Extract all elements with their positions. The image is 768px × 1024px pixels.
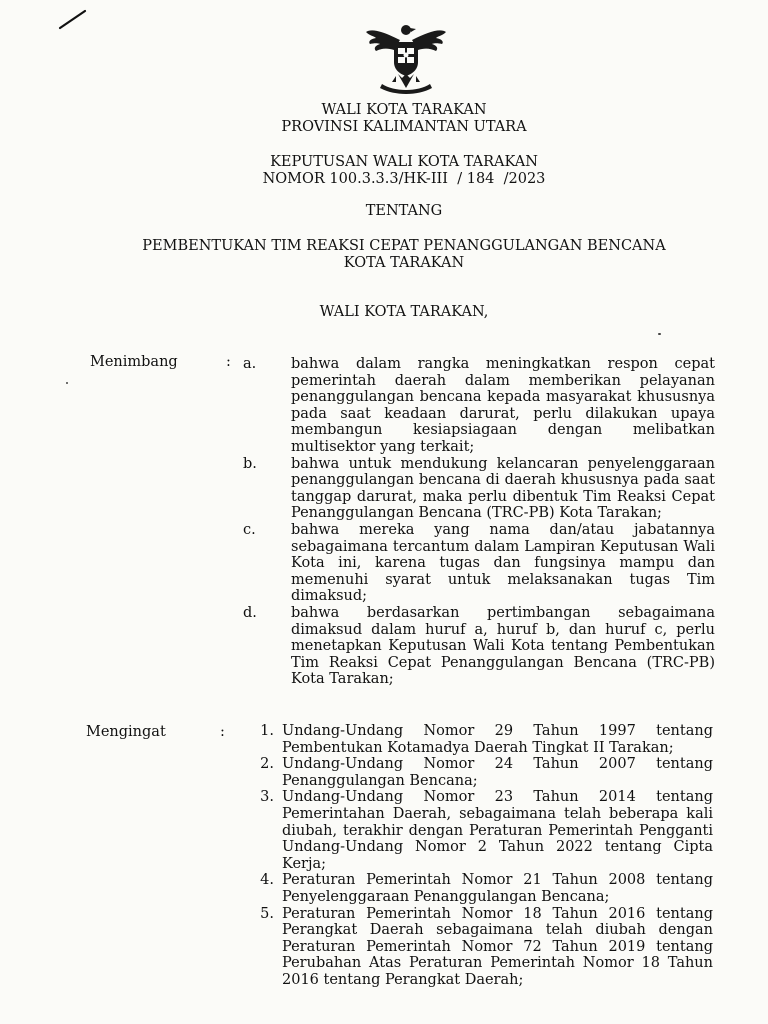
item-text: Peraturan Pemerintah Nomor 18 Tahun 2016 tentang Perangkat Daerah sebagaimana telah diubah dengan Peraturan Pemerintah Nomor 72 Tahun 2019 tentang Perubahan Atas Peraturan Pemerintah Nomor 18 Tahun 2016 tentang Perangkat Daerah; bbox=[282, 905, 713, 988]
decree-block bbox=[20, 154, 768, 188]
item-marker: a. bbox=[243, 356, 257, 372]
list-item bbox=[238, 906, 713, 989]
list-item bbox=[238, 872, 713, 905]
official-title: WALI KOTA TARAKAN bbox=[321, 102, 487, 118]
subject-line-1: PEMBENTUKAN TIM REAKSI CEPAT PENANGGULANGAN BENCANA bbox=[142, 238, 666, 254]
item-text: bahwa berdasarkan pertimbangan sebagaimana dimaksud dalam huruf a, huruf b, dan huruf c, perlu menetapkan Keputusan Wali Kota tentang Pembentukan Tim Reaksi Cepat Penanggulangan Bencana (TRC-PB) Kota Tarakan; bbox=[291, 604, 715, 688]
mengingat-list bbox=[238, 723, 713, 989]
list-item bbox=[243, 522, 715, 605]
garuda-emblem-icon bbox=[364, 22, 448, 96]
decree-title: KEPUTUSAN WALI KOTA TARAKAN bbox=[270, 154, 538, 170]
item-text: Undang-Undang Nomor 23 Tahun 2014 tentang Pemerintahan Daerah, sebagaimana telah beberapa kali diubah, terakhir dengan Peraturan Pemerintah Pengganti Undang-Undang Nomor 2 Tahun 2022 tentang Cipta Kerja; bbox=[282, 789, 713, 872]
item-marker: 4. bbox=[260, 872, 274, 889]
list-item bbox=[243, 605, 715, 688]
list-item bbox=[243, 456, 715, 522]
item-marker: 1. bbox=[260, 723, 274, 739]
scan-speck bbox=[658, 333, 661, 335]
subject-line-2: KOTA TARAKAN bbox=[343, 255, 465, 271]
menimbang-list bbox=[243, 356, 715, 688]
list-item bbox=[238, 756, 713, 789]
item-marker: c. bbox=[243, 521, 256, 538]
header-block bbox=[20, 102, 768, 136]
subject-block bbox=[20, 238, 768, 272]
menimbang-label: Menimbang bbox=[90, 354, 178, 370]
item-marker: 2. bbox=[260, 756, 274, 773]
item-text: Peraturan Pemerintah Nomor 21 Tahun 2008 tentang Penyelenggaraan Penanggulangan Bencana; bbox=[282, 872, 713, 905]
item-marker: b. bbox=[243, 455, 257, 472]
mengingat-label: Mengingat bbox=[86, 724, 166, 740]
list-item bbox=[238, 723, 713, 756]
about-heading: TENTANG bbox=[365, 203, 443, 219]
item-text: bahwa dalam rangka meningkatkan respon cepat pemerintah daerah dalam memberikan pelayanan penanggulangan bencana kepada masyarakat khususnya pada saat keadaan darurat, perlu dilakukan upaya membangun kesiapsiagaan dengan melibatkan multisektor yang terkait; bbox=[291, 356, 715, 455]
pen-mark bbox=[58, 8, 88, 30]
list-item bbox=[243, 356, 715, 456]
scan-speck bbox=[66, 382, 68, 384]
item-text: Undang-Undang Nomor 29 Tahun 1997 tentang Pembentukan Kotamadya Daerah Tingkat II Tarakan; bbox=[282, 723, 713, 756]
issuer-line: WALI KOTA TARAKAN, bbox=[319, 304, 489, 320]
province-title: PROVINSI KALIMANTAN UTARA bbox=[281, 119, 527, 135]
item-text: bahwa untuk mendukung kelancaran penyelenggaraan penanggulangan bencana di daerah khususnya pada saat tanggap darurat, maka perlu dibentuk Tim Reaksi Cepat Penanggulangan Bencana (TRC-PB) Kota Tarakan; bbox=[291, 455, 715, 522]
mengingat-colon: : bbox=[220, 724, 225, 740]
item-marker: 3. bbox=[260, 789, 274, 806]
list-item bbox=[238, 789, 713, 872]
item-text: Undang-Undang Nomor 24 Tahun 2007 tentang Penanggulangan Bencana; bbox=[282, 756, 713, 789]
item-marker: d. bbox=[243, 604, 257, 621]
menimbang-colon: : bbox=[226, 354, 231, 370]
item-text: bahwa mereka yang nama dan/atau jabatannya sebagaimana tercantum dalam Lampiran Keputusan Wali Kota ini, karena tugas dan fungsinya mampu dan memenuhi syarat untuk melaksanakan tugas Tim dimaksud; bbox=[291, 521, 715, 605]
decree-number: NOMOR 100.3.3.3/HK-III / 184 /2023 bbox=[262, 171, 546, 187]
item-marker: 5. bbox=[260, 905, 274, 922]
